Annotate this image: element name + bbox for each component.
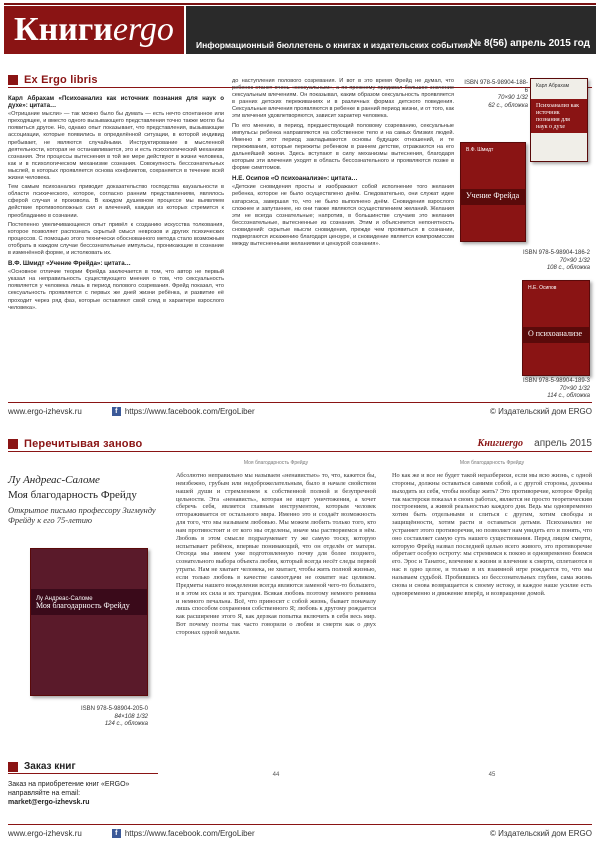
cover-title: Учение Фрейда [466,191,520,200]
book-cover-abraham [530,78,588,162]
book-cover-salome [30,548,148,696]
site-link[interactable]: www.ergo-izhevsk.ru [8,406,82,416]
book-subtitle: Открытое письмо профессору Зигмунду Фрейду к его 75-летию [8,505,156,525]
book-author: Лу Андреас-Саломе [8,474,100,486]
paragraph: «Детские сновидения просты и изображают собой исполнение того желания ребенка, которое не было осуществлено днём. Следовательно, они служат идее катарсиса, завершая то, что не было выполнено днём. Сновидения взрослого сложнее и запутаннее, но они также являются осуществлением желаний. Желания эти не всегда сознательные; напротив, в большинстве случаев это желания бессознательные, вытесненные из сознания. Этим и объясняется непонятность сновидений: скрытые мысли сновидения, прежде чем проявиться в сознании, подвергаются искажению благодаря цензуре, и сновидение является компромиссом между вытесненными желаниями и цензурой сознания». [232,184,454,248]
cover-title: Психоанализ как источник познания для наук о духе [536,103,580,130]
masthead-rule [4,3,596,5]
order-email[interactable]: market@ergo-izhevsk.ru [8,799,90,806]
book-pages: 62 с., обложка [488,102,528,109]
order-title: Заказ книг [24,761,76,772]
paragraph: «Основное отличие теории Фрейда заключается в том, что автор не первый указал на неправильность существующего мнения о том, что сексуальность появляется у человека лишь в период полового созревания. Фрейд показал, что сексуальность проявляется с первых же дней жизни ребёнка, и развитие её проходит через ряд фаз, которые оставляют свой след в характере взрослого человека». [8,269,224,311]
book-pages: 124 с., обложка [104,721,148,727]
book-isbn: ISBN 978-5-98904-205-0 [80,706,148,712]
book-page-right: Но как же и все не будет такой неразберихи, если мы всю жизнь, с одной стороны, должны оставаться самими собой, а с другой стороны, должны выходить из себя, чтобы вообще жить? Это противоречие, которое Фрейд так мастерски показал в своих работах, является не просто теоретическим построением, а живой реальностью каждого дня. Ведь мы одновременно хотим быть отдельными и слиться с другим, хотим свободы и защищённости, хотим расти и оставаться детьми. Психоанализ не устраняет этого противоречия, но позволяет нам увидеть его и понять, что оно составляет самую суть нашего существования. Перед лицом смерти, которую Фрейд назвал последней целью всего живого, это противоречие обретает особую остроту: мы стремимся к покою и одновременно боимся его. Эрос и Танатос, влечение к жизни и влечение к смерти, сплетаются в нас в одно целое, и только в их взаимной игре рождается то, что мы называем судьбой. Пробившись из бессознательных глубин, сама жизнь снова и снова возвращается к своему истоку, и каждое наше усилие есть одновременно и движение вперёд, и возвращение домой. [392,472,592,597]
masthead-subtitle: Информационный бюллетень о книгах и издательских событиях [196,40,473,50]
paragraph: «Отрицание мысли» — так можно было бы думать — есть нечто спонтанное или преходящее, и вместо одного вызывающего представления точно также могло бы появиться другое. Но, однако опыт показывает, что представления, вызывающие ассоциации, которые появились в определённой ситуации, в которой индивид пребывает, не являются случайными. Инструктирование в мысленной деятельности, которая не останавливается, это и есть психологический механизм сознания. Эти процессы вытеснения в той же мере действуют в жизни человека, как и в психологическом механизме сознания. Совокупность бессознательных мыслей, в которых проявляется основа конфликтов, сохраняется в течение всей жизни человека. [8,111,224,182]
book-page-left: Абсолютно неправильно мы называем «ненавистью» то, что, кажется бы, неизбежно, грубым или недоброжелательным, было в начале свойством нашей души и стремлением к собственной полной и безупречной цельности. Эта «ненависть», которая не ищет уничтожения, а хочет сберечь себя, является главным инструментом, которым человек отгораживается от остального мира. Именно это и создаёт возможность для того, что мы называем любовью. Мы можем любить только того, кто нам противостоит и от кого мы отделены, иначе мы растворяемся в нём. Любовь в этом смысле подразумевает ту же самую тоску, которую испытывает ребёнок, впервые понимающий, что он отделён от матери. Отсюда мы имеем уже подготовленную почву для более позднего, сознательного выбора объекта любви, который всегда несёт следы первой утраты. Нам не хватает человека, не хватает, чтобы жить полной жизнью, если только любовь в качестве самоотдачи не охватит нас целиком. Предметы нашего вожделения всегда являются заменой чего-то большего, и в этом их сила и их трагедия. Всякая любовь поэтому немного ревнива и немного печальна. Всё, что приносит с собой жизнь, бывает поначалу лишь способом сохранения собственного Я; любовь к другому рождается как расширение этого Я, как дерзкая попытка включить в себя весь мир. Вот почему поэты так часто говорили о любви и смерти как о двух сторонах одной медали. [176,472,376,636]
cover-author: Лу Андреас-Саломе [36,596,93,602]
masthead-title-italic: ergo [112,11,174,48]
copyright: © Издательский дом ERGO [490,828,592,838]
issue-date: апрель 2015 [534,438,592,449]
book-isbn: ISBN 978-5-98904-186-2 [522,250,590,256]
masthead-logo [4,6,184,54]
book-isbn: ISBN 978-5-98904-189-3 [522,378,590,384]
book-title: Моя благодарность Фрейду [8,489,137,501]
book-format: 84×108 1/32 [114,713,148,720]
footer-bottom-page [8,826,592,840]
brand-italic: ergo [504,438,524,449]
page-number-right: 45 [488,772,496,778]
section-title: Перечитывая заново [24,437,143,450]
masthead [0,0,600,66]
section-marker-icon [8,75,18,85]
book-info-abraham [462,80,528,110]
cover-author: Н.Е. Осипов [528,285,557,291]
section-title: Ex Ergo libris [24,73,98,86]
order-info [8,780,158,807]
running-head-right: Моя благодарность Фрейду [459,460,525,466]
footer-top-page [8,404,592,418]
facebook-icon: f [112,829,121,838]
facebook-url: https://www.facebook.com/ErgoLiber [124,828,255,838]
book-format: 70×90 1/32 [559,257,590,264]
book-cover-osipov [522,280,590,376]
section-header-rereading [8,436,592,452]
copyright: © Издательский дом ERGO [490,406,592,416]
quote-heading-schmidt: В.Ф. Шмидт «Учение Фрейда»: цитата… [8,260,131,268]
quote-heading-osipov: Н.Е. Осипов «О психоанализе»: цитата… [232,175,358,183]
book-pages: 114 с., обложка [547,393,590,399]
book-heading-block [8,474,158,525]
facebook-icon: f [112,407,121,416]
book-info-salome [40,706,148,729]
paragraph: По его мнению, в период, предшествующий половому созреванию, сексуальные импульсы ребенка направляются на собственное тело и на самых близких людей. Именно в этот период закладываются основы будущих отношений, и те переживания, которые пережиты ребенком в раннем детстве, отражаются на его дальнейшей жизни. Здесь вступают в силу механизмы вытеснения, благодаря которым эти влечения уходят в область бессознательного и проявляются позже в форме симптомов. [232,122,454,172]
facebook-link[interactable] [112,829,255,838]
cover-title: О психоанализе [528,329,583,338]
book-info-osipov [430,378,590,401]
book-info-schmidt [490,250,590,273]
facebook-url: https://www.facebook.com/ErgoLiber [124,406,255,416]
book-format: 70×90 1/32 [559,385,590,392]
section-marker-icon [8,439,18,449]
cover-title: Моя благодарность Фрейду [36,601,130,610]
order-text: Заказ на приобретение книг «ERGO» направляйте на email: [8,781,130,797]
article-column-1 [8,92,224,392]
facebook-link[interactable] [112,407,255,416]
cover-author: В.Ф. Шмидт [466,147,494,153]
cover-author: Карл Абрахам [536,83,570,89]
section-brand-date [478,438,592,449]
masthead-title-main: Книги [14,11,113,48]
section-marker-icon [8,762,18,772]
masthead-issue: № 8(56) апрель 2015 год [470,38,590,49]
brand-main: Книги [477,438,505,449]
footer-divider [8,402,592,403]
paragraph: Постепенно увеличивающееся опыт привёл к созданию искусства толкования, которое позволяет распознать скрытый смысл неврозов и других психических процессов. С помощью этого технически обоснованного метода стало возможным отобрать в каждом случае бессознательные импульсы, проникающие в сознание в изменённой форме, и истолковать их. [8,221,224,256]
book-cover-schmidt [460,142,526,242]
paragraph: Тем самым психоанализ приводит доказательство господства каузальности в области психического, которое, согласно ранним представлениям, являлось сферой случая и произвола. В каждом душевном процессе мы выявляем действие противоположных сил и влечений, каждая из которых стремится к преобладанию в сознании. [8,184,224,219]
article-column-2 [232,78,454,390]
book-isbn: ISBN 978-5-98904-188-6 [464,80,528,94]
running-head-left: Моя благодарность Фрейду [243,460,309,466]
book-format: 70×90 1/32 [497,95,528,101]
paragraph: до наступления полового созревания. И вот в это время Фрейд не думал, что ребенок станет очень «сексуальным», а по-прежнему придавал большое значение сексуальным влечениям. Он показывал, каким образом сексуальность проявляется в ранних детских переживаниях и в различных формах детского поведения. Сексуальные влечения проявляются в ребенке в ранний период жизни, и от того, как эти влечения удовлетворяются, зависит характер человека. [232,78,454,120]
page-number-left: 44 [272,772,280,778]
order-header [8,760,158,774]
site-link[interactable]: www.ergo-izhevsk.ru [8,828,82,838]
footer-divider [8,824,592,825]
book-pages: 108 с., обложка [546,265,590,271]
quote-heading-abraham: Карл Абрахам «Психоанализ как источник познания для наук о духе»: цитата… [8,95,224,110]
